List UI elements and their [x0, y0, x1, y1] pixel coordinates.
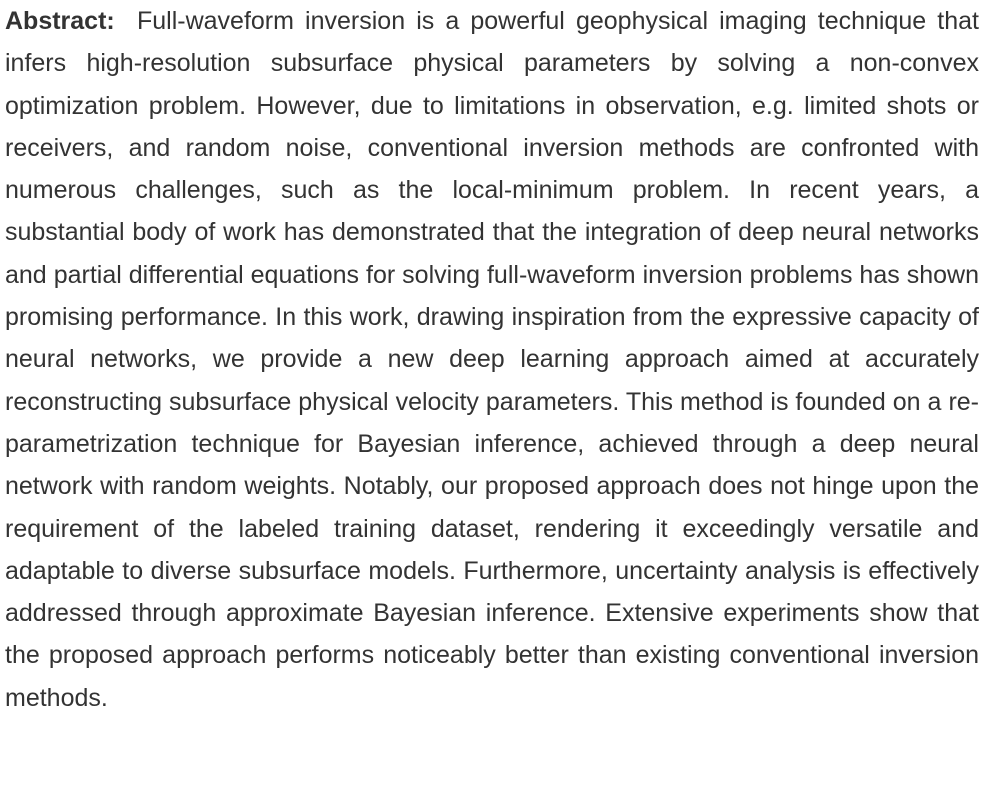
abstract-body-text: Full-waveform inversion is a powerful geophysical imaging technique that infers high-resolution subsurface physical parameters by solving a non-convex optimization problem. However, due to limitations in observation, e.g. limited shots or receivers, and random noise, conventional inversion methods are confronted with numerous challenges, such as the local-minimum problem. In recent years, a substantial body of work has demonstrated that the integration of deep neural networks and partial differential equations for solving full-waveform inversion problems has shown promising performance. In this work, drawing inspiration from the expressive capacity of neural networks, we provide a new deep learning approach aimed at accurately reconstructing subsurface physical velocity parameters. This method is founded on a re-parametrization technique for Bayesian inference, achieved through a deep neural network with random weights. Notably, our proposed approach does not hinge upon the requirement of the labeled training dataset, rendering it exceedingly versatile and adaptable to diverse subsurface models. Furthermore, uncertainty analysis is effectively addressed through approximate Bayesian inference. Extensive experiments show that the proposed approach performs noticeably better than existing conventional inversion methods. — [5, 7, 979, 712]
abstract-heading: Abstract: — [5, 7, 115, 35]
